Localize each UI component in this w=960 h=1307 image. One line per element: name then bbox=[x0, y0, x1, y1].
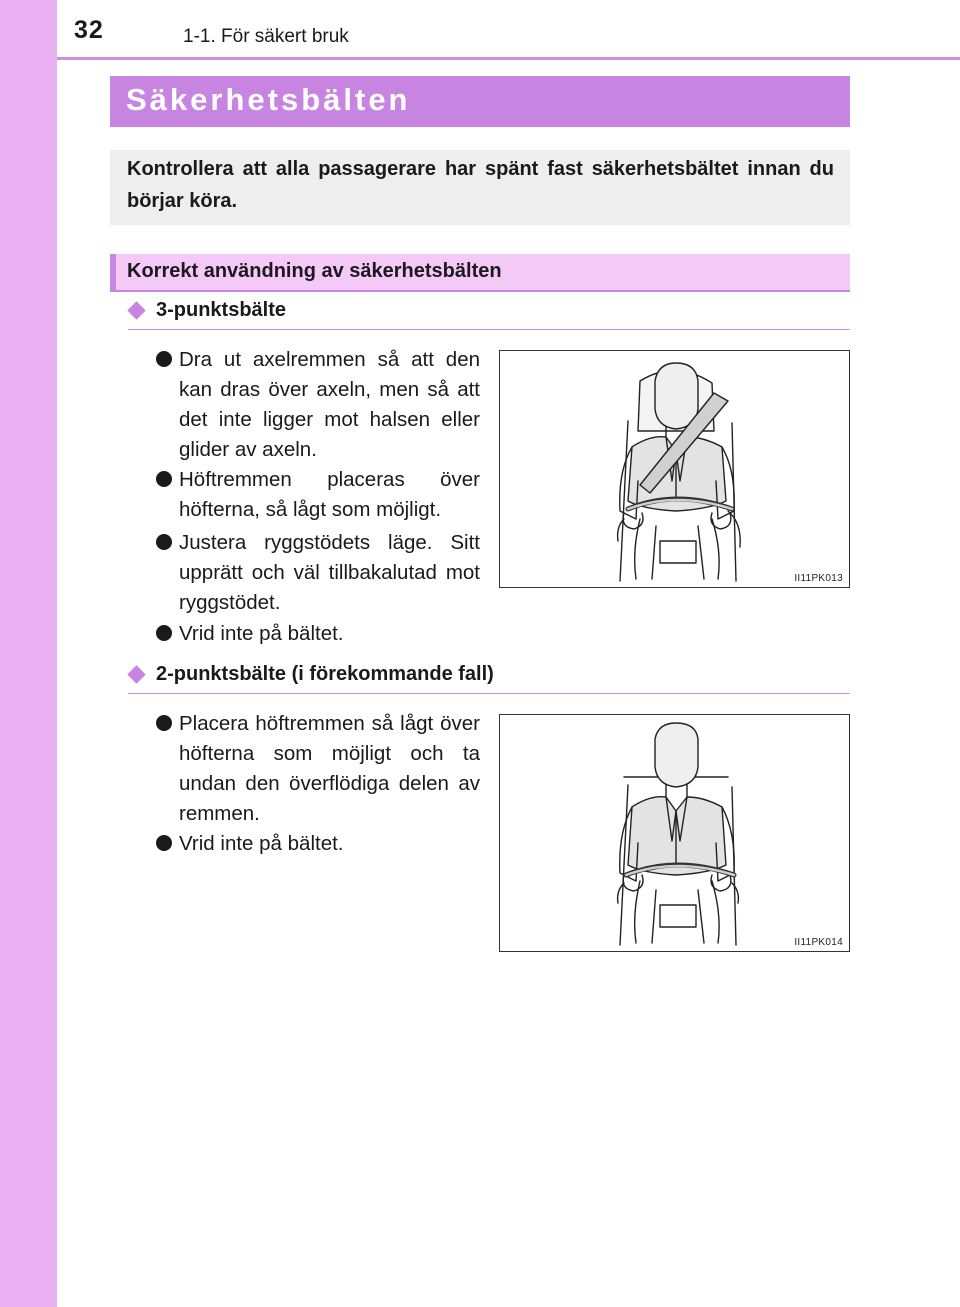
subheading-3-point bbox=[128, 299, 850, 330]
figure-code: II11PK013 bbox=[794, 573, 843, 584]
list-item-text: Dra ut axelremmen så att den kan dras över axeln, men så att det inte ligger mot halsen eller glider av axeln. bbox=[179, 348, 480, 461]
diamond-icon bbox=[127, 301, 145, 319]
bullet-icon bbox=[156, 471, 172, 487]
bullet-icon bbox=[156, 625, 172, 641]
seated-person-2-point-belt-illustration bbox=[500, 715, 850, 952]
list-item-text: Vrid inte på bältet. bbox=[179, 622, 344, 645]
intro-text: Kontrollera att alla passagerare har spänt fast säkerhetsbältet innan du börjar köra. bbox=[127, 158, 834, 212]
subheading-2-point bbox=[128, 663, 850, 694]
bullet-icon bbox=[156, 351, 172, 367]
list-item-text: Placera höftremmen så lågt över höfterna som möjligt och ta undan den överflödiga delen av remmen. bbox=[179, 712, 480, 825]
figure-3-point-belt bbox=[499, 350, 850, 588]
figure-code: II11PK014 bbox=[794, 937, 843, 948]
section-heading bbox=[110, 254, 850, 292]
figure-2-point-belt bbox=[499, 714, 850, 952]
section-heading-bar bbox=[110, 254, 116, 290]
bullet-icon bbox=[156, 715, 172, 731]
section-heading-text: Korrekt användning av säkerhetsbälten bbox=[127, 260, 502, 282]
subheading-text: 3-punktsbälte bbox=[156, 299, 287, 321]
diamond-icon bbox=[127, 665, 145, 683]
page-number: 32 bbox=[74, 16, 104, 44]
bullet-icon bbox=[156, 534, 172, 550]
subheading-text: 2-punktsbälte (i förekommande fall) bbox=[156, 663, 494, 685]
title-band bbox=[110, 76, 850, 127]
list-item-text: Vrid inte på bältet. bbox=[179, 832, 344, 855]
side-band bbox=[0, 0, 57, 1307]
intro-box bbox=[110, 150, 850, 225]
seated-person-3-point-belt-illustration bbox=[500, 351, 850, 588]
chapter-title: 1-1. För säkert bruk bbox=[183, 26, 349, 47]
bullet-icon bbox=[156, 835, 172, 851]
header-rule bbox=[57, 57, 960, 60]
page-title: Säkerhetsbälten bbox=[126, 82, 411, 117]
list-item-text: Höftremmen placeras över höfterna, så lågt som möjligt. bbox=[179, 468, 480, 521]
list-item-text: Justera ryggstödets läge. Sitt upprätt och väl tillbakalutad mot ryggstödet. bbox=[179, 531, 480, 614]
